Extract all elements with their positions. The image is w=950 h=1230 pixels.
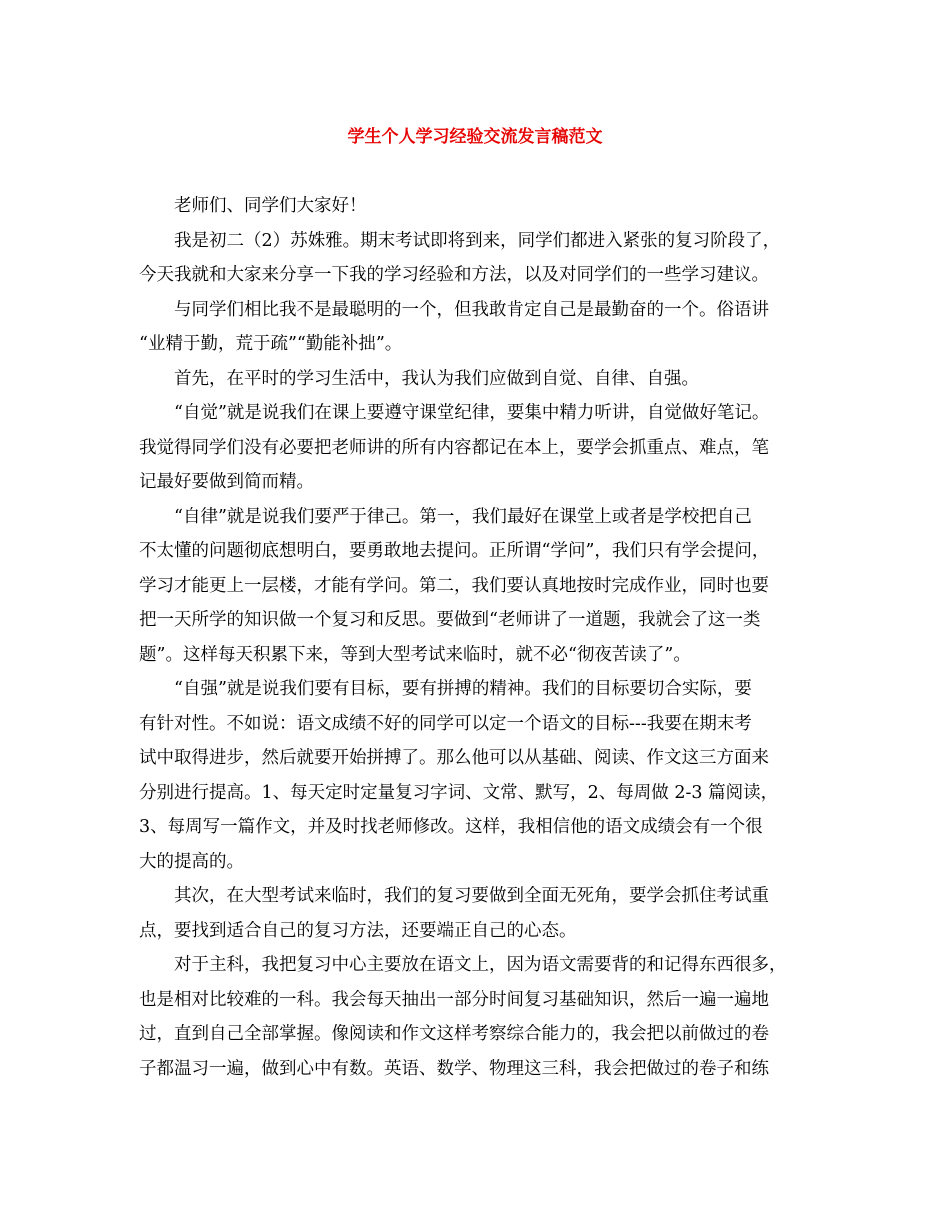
body-line: 我觉得同学们没有必要把老师讲的所有内容都记在本上，要学会抓重点、难点，笔: [139, 437, 769, 458]
body-line: 对于主科，我把复习中心主要放在语文上，因为语文需要背的和记得东西很多，: [139, 955, 787, 975]
body-line: 今天我就和大家来分享一下我的学习经验和方法，以及对同学们的一些学习建议。: [139, 265, 769, 285]
body-line: 我是初二（2）苏姝雅。期末考试即将到来，同学们都进入紧张的复习阶段了，: [139, 230, 781, 251]
body-line: 不太懂的问题彻底想明白，要勇敢地去提问。正所谓“学问”，我们只有学会提问，: [139, 541, 770, 561]
body-line: “自觉”就是说我们在课上要遵守课堂纪律，要集中精力听讲，自觉做好笔记。: [139, 403, 770, 423]
document-body: [139, 189, 819, 1086]
body-line: 把一天所学的知识做一个复习和反思。要做到“老师讲了一道题，我就会了这一类: [139, 610, 761, 630]
body-line: 题”。这样每天积累下来，等到大型考试来临时，就不必“彻夜苦读了”。: [139, 644, 691, 665]
document-title: 学生个人学习经验交流发言稿范文: [347, 127, 603, 147]
body-line: 首先，在平时的学习生活中，我认为我们应做到自觉、自律、自强。: [139, 368, 699, 389]
body-line: “自强”就是说我们要有目标，要有拼搏的精神。我们的目标要切合实际，要: [139, 679, 752, 699]
body-line: 点，要找到适合自己的复习方法，还要端正自己的心态。: [139, 920, 577, 941]
body-line: 学习才能更上一层楼，才能有学问。第二，我们要认真地按时完成作业，同时也要: [139, 575, 769, 596]
body-line: 也是相对比较难的一科。我会每天抽出一部分时间复习基础知识，然后一遍一遍地: [139, 989, 769, 1010]
body-line: “自律”就是说我们要严于律己。第一，我们最好在课堂上或者是学校把自己: [139, 506, 752, 527]
body-line: 记最好要做到简而精。: [139, 472, 314, 492]
body-line: 分别进行提高。1、每天定时定量复习字词、文常、默写，2、每周做 2-3 篇阅读，: [139, 782, 779, 803]
body-line: 其次，在大型考试来临时，我们的复习要做到全面无死角，要学会抓住考试重: [139, 886, 769, 906]
body-line: 大的提高的。: [139, 851, 244, 872]
body-line: 子都温习一遍，做到心中有数。英语、数学、物理这三科，我会把做过的卷子和练: [139, 1058, 769, 1079]
body-line: “业精于勤，荒于疏”“勤能补拙”。: [139, 334, 403, 354]
body-line: 与同学们相比我不是最聪明的一个，但我敢肯定自己是最勤奋的一个。俗语讲: [139, 299, 769, 320]
body-line: 试中取得进步，然后就要开始拼搏了。那么他可以从基础、阅读、作文这三方面来: [139, 748, 769, 768]
body-line: 过，直到自己全部掌握。像阅读和作文这样考察综合能力的，我会把以前做过的卷: [139, 1024, 769, 1044]
body-line: 3、每周写一篇作文，并及时找老师修改。这样，我相信他的语文成绩会有一个很: [139, 817, 763, 837]
body-line: 老师们、同学们大家好！: [139, 196, 367, 216]
body-line: 有针对性。不如说：语文成绩不好的同学可以定一个语文的目标---我要在期末考: [139, 713, 752, 734]
